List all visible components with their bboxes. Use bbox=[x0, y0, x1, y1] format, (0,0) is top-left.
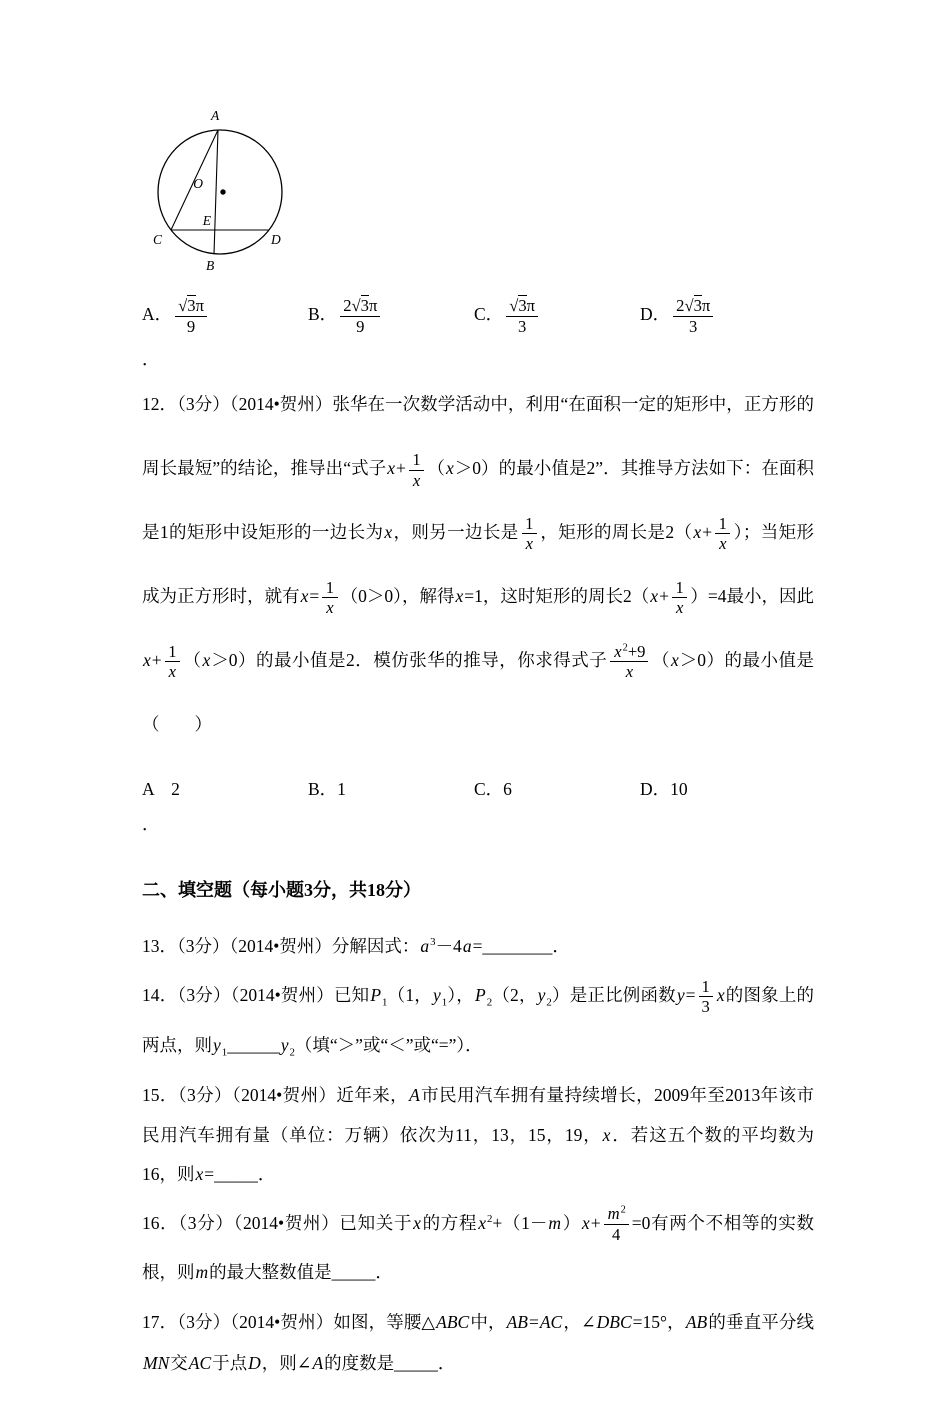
q11-option-b: B． $\frac{2√3\pi}{9}$ bbox=[308, 296, 474, 336]
q11-options-row bbox=[142, 296, 814, 336]
question-12-text: 12．（3分）（2014•贺州）张华在一次数学活动中，利用“在面积一定的矩形中，正方形的周长最短”的结论，推导出“式子x+ $\frac{1}{x}$ （x＞0）的最小值是2”．其推导方法如下：在面积是1的矩形中设矩形的一边长为x，则另一边长是 $\frac{1}{x}$ ，矩形的周长是2（x+ $\frac{1}{x}$ ）；当矩形成为正方形时，就有x= $\frac{1}{x}$ （0＞0），解得x=1，这时矩形的周长2（x+ $\frac{1}{x}$ ）=4最小，因此x+ $\frac{1}{x}$ （x＞0）的最小值是2．模仿张华的推导，你求得式子 $\frac{x^2+9}{x}$ （x＞0）的最小值是（ ） bbox=[142, 394, 815, 734]
q11-option-a: A． $\frac{√3\pi}{9}$ bbox=[142, 296, 308, 336]
label-e: E bbox=[202, 213, 211, 228]
label-o: O bbox=[193, 176, 203, 191]
center-point-dot bbox=[220, 189, 225, 194]
question-13-text: 13．（3分）（2014•贺州）分解因式：$a^3-4a=\_\_\_\_\_\_\_\_$． bbox=[142, 936, 570, 957]
question-17-text: 17．（3分）（2014•贺州）如图，等腰△ABC中，AB=AC，∠DBC=15°，AB的垂直平分线MN交AC于点D，则∠A的度数是_____． bbox=[142, 1312, 815, 1373]
label-b: B bbox=[206, 258, 215, 273]
label-c: C bbox=[153, 232, 163, 247]
label-d: D bbox=[271, 232, 281, 247]
label-a: A bbox=[211, 108, 220, 123]
q12-option-a: A 2 bbox=[142, 779, 180, 800]
q11-option-c: C． $\frac{√3\pi}{3}$ bbox=[474, 296, 640, 336]
question-14-text: 14．（3分）（2014•贺州）已知$P_1(1$，$y_1$），$P_2(2$，$y_2$）是正比例函数y= $\frac{1}{3}$ x的图象上的两点，则$y_1\_\_\_\_\_\_y_2$（填“＞”或“＜”或“=”）． bbox=[142, 976, 815, 1059]
section-2-title: 二、填空题（每小题3分，共18分） bbox=[142, 880, 421, 901]
question-15-text: 15．（3分）（2014•贺州）近年来，A市民用汽车拥有量持续增长，2009年至2013年该市民用汽车拥有量（单位：万辆）依次为11，13，15，19，x．若这五个数的平均数为16，则x=_____． bbox=[142, 1085, 814, 1185]
q12-trailing-period: ． bbox=[142, 814, 160, 835]
circle-diagram bbox=[142, 104, 294, 276]
question-16-text: 16．（3分）（2014•贺州）已知关于x的方程$x^2+(1-m)x+$ $\frac{m^2}{4}$ =0有两个不相等的实数根，则m的最大整数值是_____． bbox=[142, 1204, 815, 1283]
q12-option-c: C．6 bbox=[474, 779, 512, 800]
q11-option-d: D． $\frac{2√3\pi}{3}$ bbox=[640, 296, 806, 336]
q12-option-d: D．10 bbox=[640, 779, 688, 800]
circle-outline bbox=[158, 130, 282, 254]
chord-ab bbox=[214, 130, 218, 254]
q12-option-b: B．1 bbox=[308, 779, 346, 800]
circle-figure bbox=[142, 104, 814, 276]
q12-options-row bbox=[142, 776, 814, 801]
q11-trailing-period: ． bbox=[142, 349, 160, 370]
